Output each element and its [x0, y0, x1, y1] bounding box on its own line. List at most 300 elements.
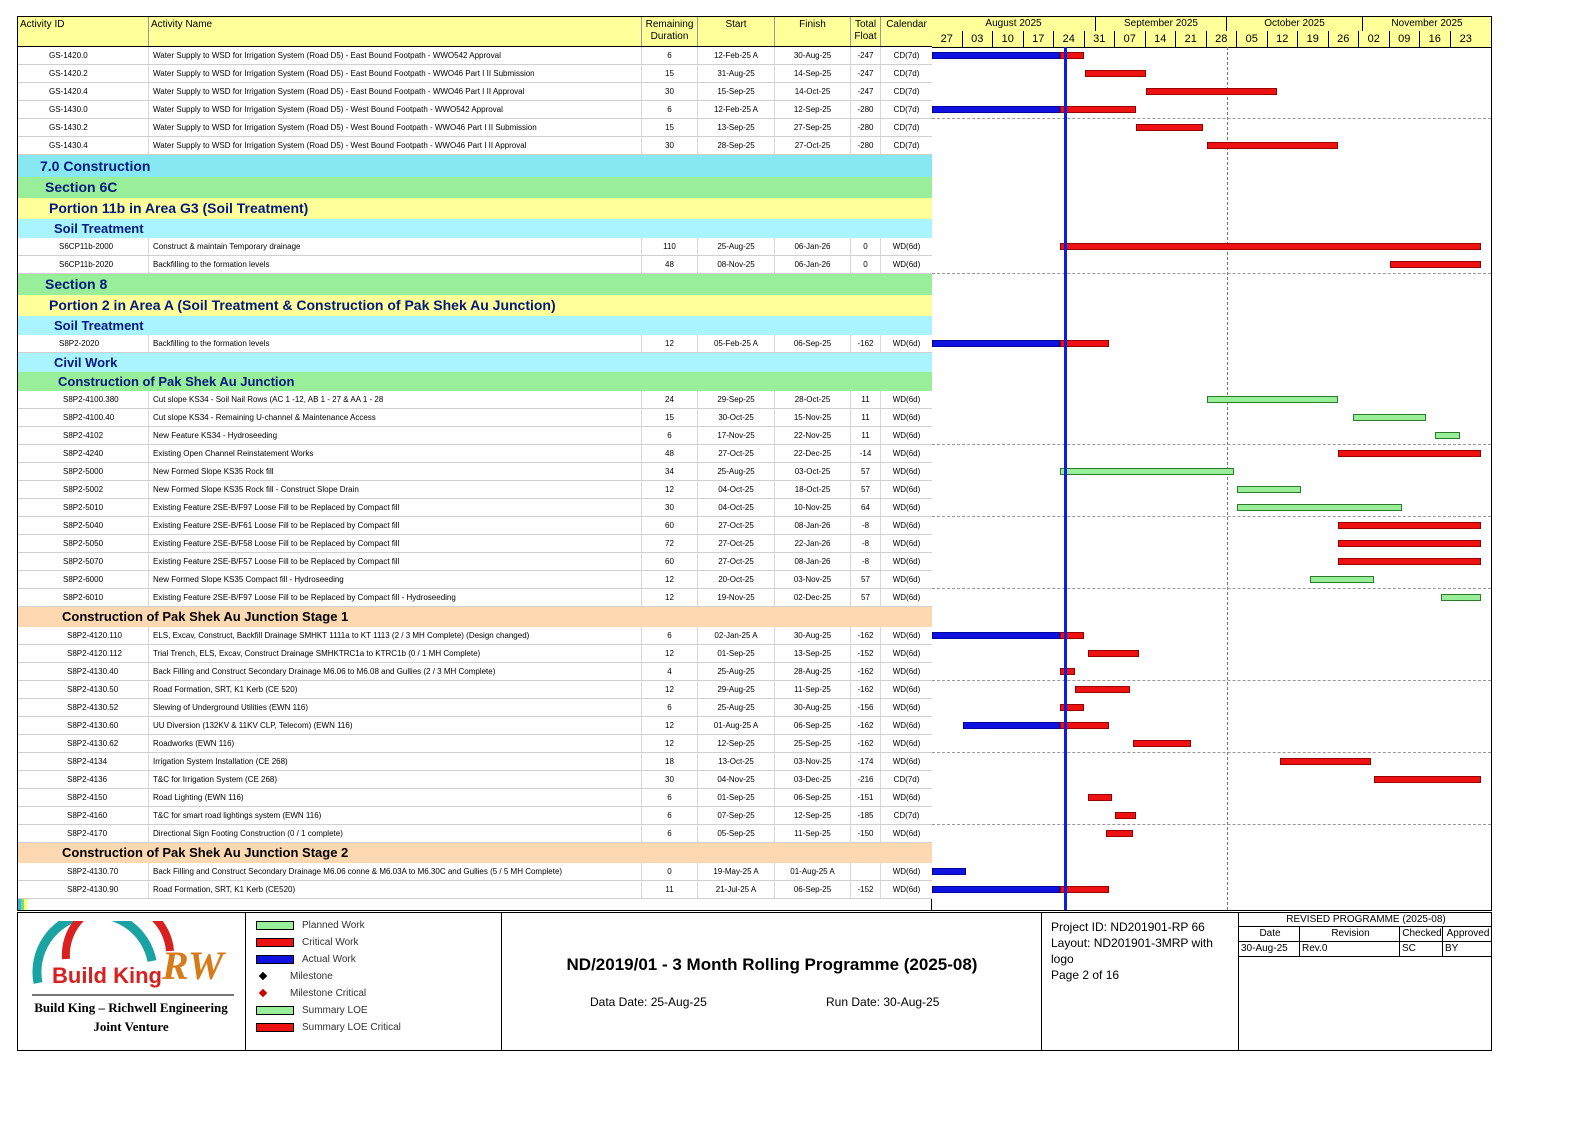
finish-date: 08-Jan-26: [775, 553, 851, 570]
critical-work-bar[interactable]: [1374, 776, 1481, 783]
legend-item: [256, 919, 365, 933]
start-date: 05-Feb-25 A: [698, 335, 775, 352]
layout-name: Layout: ND201901-3MRP with logo: [1051, 936, 1213, 966]
revision-block: [1239, 913, 1491, 1050]
table-row[interactable]: [18, 137, 932, 155]
start-date: 19-Nov-25: [698, 589, 775, 606]
activity-name: Existing Feature 2SE-B/F58 Loose Fill to be Replaced by Compact fill: [149, 535, 642, 552]
revision-date: 30-Aug-25: [1239, 942, 1300, 957]
revision-number: Rev.0: [1300, 942, 1400, 957]
col-total-float[interactable]: Total Float: [851, 17, 881, 46]
remaining-duration: 6: [642, 427, 698, 444]
total-float: -14: [851, 445, 881, 462]
start-date: 28-Sep-25: [698, 137, 775, 154]
start-date: 07-Sep-25: [698, 807, 775, 824]
activity-name: Existing Feature 2SE-B/F97 Loose Fill to be Replaced by Compact fill - Hydroseeding: [149, 589, 642, 606]
total-float: -216: [851, 771, 881, 788]
finish-date: 13-Sep-25: [775, 645, 851, 662]
week-label: 07: [1115, 31, 1146, 47]
week-label: 27: [932, 31, 963, 47]
remaining-duration: 12: [642, 735, 698, 752]
total-float: -162: [851, 681, 881, 698]
finish-date: 06-Sep-25: [775, 335, 851, 352]
company-line-1: Build King – Richwell Engineering: [34, 1000, 228, 1015]
wbs-band[interactable]: Section 8: [18, 274, 932, 295]
remaining-duration: 6: [642, 699, 698, 716]
critical-work-bar[interactable]: [1060, 886, 1109, 893]
legend-label: Planned Work: [302, 920, 365, 931]
legend-swatch-icon: [256, 1023, 294, 1032]
remaining-duration: 15: [642, 409, 698, 426]
critical-work-bar[interactable]: [1338, 450, 1481, 457]
calendar: CD(7d): [893, 141, 920, 150]
critical-work-bar[interactable]: [1088, 794, 1112, 801]
critical-work-bar[interactable]: [1060, 106, 1136, 113]
wbs-band[interactable]: Portion 11b in Area G3 (Soil Treatment): [18, 198, 932, 219]
activity-name: Water Supply to WSD for Irrigation System (Road D5) - East Bound Footpath - WWO542 Approval: [149, 47, 642, 64]
table-row[interactable]: [18, 427, 932, 445]
actual-work-bar[interactable]: [932, 106, 1060, 113]
critical-work-bar[interactable]: [1146, 88, 1277, 95]
revision-col-checked: Checked: [1400, 927, 1443, 942]
start-date: 12-Feb-25 A: [698, 101, 775, 118]
calendar: WD(6d): [892, 557, 921, 566]
legend-label: Milestone Critical: [290, 988, 367, 999]
finish-date: 11-Sep-25: [775, 681, 851, 698]
finish-date: 10-Nov-25: [775, 499, 851, 516]
critical-work-bar[interactable]: [1060, 243, 1481, 250]
total-float: -162: [851, 627, 881, 644]
calendar: WD(6d): [892, 339, 921, 348]
critical-work-bar[interactable]: [1106, 830, 1133, 837]
actual-work-bar[interactable]: [932, 632, 1060, 639]
total-float: -152: [851, 645, 881, 662]
table-row[interactable]: [18, 699, 932, 717]
activity-id: S8P2-4240: [18, 445, 149, 462]
critical-work-bar[interactable]: [1075, 686, 1130, 693]
critical-work-bar[interactable]: [1207, 142, 1338, 149]
activity-name: Existing Feature 2SE-B/F61 Loose Fill to be Replaced by Compact fill: [149, 517, 642, 534]
critical-work-bar[interactable]: [1280, 758, 1372, 765]
remaining-duration: 15: [642, 65, 698, 82]
remaining-duration: 12: [642, 571, 698, 588]
col-finish[interactable]: Finish: [775, 17, 851, 46]
table-row[interactable]: [18, 409, 932, 427]
company-logo: [20, 921, 246, 1001]
activity-id: S8P2-4102: [18, 427, 149, 444]
activity-name: Water Supply to WSD for Irrigation System (Road D5) - West Bound Footpath - WWO46 Part I II Submission: [149, 119, 642, 136]
activity-name: T&C for smart road lightings system (EWN 116): [149, 807, 642, 824]
calendar: WD(6d): [892, 631, 921, 640]
start-date: 01-Sep-25: [698, 645, 775, 662]
table-row[interactable]: [18, 238, 932, 256]
month-label: October 2025: [1227, 17, 1363, 31]
table-row[interactable]: [18, 825, 932, 843]
finish-date: 12-Sep-25: [775, 101, 851, 118]
table-row[interactable]: [18, 83, 932, 101]
activity-id: S8P2-4120.112: [18, 645, 149, 662]
calendar: WD(6d): [892, 793, 921, 802]
activity-id: S8P2-4136: [18, 771, 149, 788]
activity-name: Backfilling to the formation levels: [149, 256, 642, 273]
week-label: 24: [1054, 31, 1085, 47]
remaining-duration: 15: [642, 119, 698, 136]
remaining-duration: 6: [642, 101, 698, 118]
week-label: 14: [1146, 31, 1177, 47]
activity-name: Directional Sign Footing Construction (0 / 1 complete): [149, 825, 642, 842]
actual-work-bar[interactable]: [932, 340, 1060, 347]
remaining-duration: 48: [642, 256, 698, 273]
table-row[interactable]: [18, 681, 932, 699]
total-float: -162: [851, 735, 881, 752]
revision-header: REVISED PROGRAMME (2025-08): [1239, 913, 1491, 927]
activity-name: Road Formation, SRT, K1 Kerb (CE 520): [149, 681, 642, 698]
total-float: 57: [851, 589, 881, 606]
finish-date: 25-Sep-25: [775, 735, 851, 752]
activity-name: New Feature KS34 - Hydroseeding: [149, 427, 642, 444]
planned-work-bar[interactable]: [1237, 504, 1402, 511]
finish-date: 18-Oct-25: [775, 481, 851, 498]
table-row[interactable]: [18, 463, 932, 481]
calendar: WD(6d): [892, 413, 921, 422]
revision-col-approved: Approved: [1443, 927, 1491, 942]
finish-date: 06-Sep-25: [775, 881, 851, 898]
calendar: WD(6d): [892, 539, 921, 548]
activity-id: S6CP11b-2020: [18, 256, 149, 273]
month-label: November 2025: [1391, 18, 1463, 29]
activity-id: S8P2-4170: [18, 825, 149, 842]
activity-id: S8P2-5040: [18, 517, 149, 534]
total-float: [851, 863, 881, 880]
wbs-band[interactable]: Section 6C: [18, 177, 932, 198]
wbs-band[interactable]: Portion 2 in Area A (Soil Treatment & Construction of Pak Shek Au Junction): [18, 295, 932, 316]
table-row[interactable]: [18, 101, 932, 119]
table-row[interactable]: [18, 735, 932, 753]
start-date: 27-Oct-25: [698, 553, 775, 570]
table-row[interactable]: [18, 789, 932, 807]
total-float: 57: [851, 571, 881, 588]
finish-date: 03-Nov-25: [775, 753, 851, 770]
calendar: WD(6d): [892, 467, 921, 476]
actual-work-bar[interactable]: [932, 886, 1060, 893]
week-label: 03: [963, 31, 994, 47]
start-date: 12-Sep-25: [698, 735, 775, 752]
table-row[interactable]: [18, 771, 932, 789]
legend-label: Summary LOE: [302, 1005, 368, 1016]
data-date-line: [1064, 47, 1067, 910]
finish-date: 03-Nov-25: [775, 571, 851, 588]
critical-work-bar[interactable]: [1060, 722, 1109, 729]
activity-id: S8P2-4100.40: [18, 409, 149, 426]
week-label: 09: [1390, 31, 1421, 47]
gantt-row-separator: [932, 516, 1491, 517]
critical-work-bar[interactable]: [1085, 70, 1146, 77]
table-row[interactable]: [18, 645, 932, 663]
start-date: 13-Oct-25: [698, 753, 775, 770]
finish-date: 15-Nov-25: [775, 409, 851, 426]
remaining-duration: 0: [642, 863, 698, 880]
calendar: WD(6d): [892, 739, 921, 748]
wbs-band[interactable]: Civil Work: [18, 353, 932, 372]
legend-item: [256, 987, 366, 1001]
remaining-duration: 34: [642, 463, 698, 480]
table-row[interactable]: [18, 391, 932, 409]
critical-work-bar[interactable]: [1088, 650, 1140, 657]
finish-date: 12-Sep-25: [775, 807, 851, 824]
actual-work-bar[interactable]: [932, 868, 966, 875]
calendar: CD(7d): [893, 775, 920, 784]
table-header: [18, 17, 932, 47]
start-date: 08-Nov-25: [698, 256, 775, 273]
col-start[interactable]: Start: [698, 17, 775, 46]
activity-id: GS-1430.2: [18, 119, 149, 136]
legend-swatch-icon: [256, 1006, 294, 1015]
revision-checked: SC: [1400, 942, 1443, 957]
table-row[interactable]: [18, 881, 932, 899]
table-row[interactable]: [18, 47, 932, 65]
wbs-band[interactable]: Soil Treatment: [18, 219, 932, 238]
activity-id: S8P2-5000: [18, 463, 149, 480]
activity-id: GS-1430.4: [18, 137, 149, 154]
wbs-band[interactable]: 7.0 Construction: [18, 155, 932, 177]
finish-date: 14-Sep-25: [775, 65, 851, 82]
planned-work-bar[interactable]: [1237, 486, 1301, 493]
week-label: 02: [1359, 31, 1390, 47]
col-remaining-duration[interactable]: Remaining Duration: [642, 17, 698, 46]
start-date: 29-Aug-25: [698, 681, 775, 698]
legend-swatch-icon: [256, 938, 294, 947]
remaining-duration: 60: [642, 553, 698, 570]
start-date: 05-Sep-25: [698, 825, 775, 842]
planned-work-bar[interactable]: [1353, 414, 1426, 421]
activity-id: S8P2-5002: [18, 481, 149, 498]
total-float: 57: [851, 463, 881, 480]
actual-work-bar[interactable]: [932, 52, 1060, 59]
finish-date: 03-Oct-25: [775, 463, 851, 480]
start-date: 30-Oct-25: [698, 409, 775, 426]
planned-work-bar[interactable]: [1310, 576, 1374, 583]
critical-work-bar[interactable]: [1338, 522, 1481, 529]
table-row[interactable]: [18, 499, 932, 517]
total-float: -174: [851, 753, 881, 770]
activity-id: S8P2-4134: [18, 753, 149, 770]
planned-work-bar[interactable]: [1060, 468, 1234, 475]
remaining-duration: 6: [642, 825, 698, 842]
total-float: -8: [851, 517, 881, 534]
calendar: WD(6d): [892, 685, 921, 694]
table-row[interactable]: [18, 663, 932, 681]
activity-id: GS-1420.0: [18, 47, 149, 64]
activity-id: S8P2-6000: [18, 571, 149, 588]
logo-rw-text: RW: [162, 943, 224, 988]
week-label: 23: [1459, 33, 1472, 45]
critical-work-bar[interactable]: [1338, 558, 1481, 565]
planned-work-bar[interactable]: [1207, 396, 1338, 403]
activity-table: [18, 17, 932, 910]
calendar: WD(6d): [892, 431, 921, 440]
activity-id: S8P2-4150: [18, 789, 149, 806]
remaining-duration: 110: [642, 238, 698, 255]
remaining-duration: 48: [642, 445, 698, 462]
gantt-row-separator: [932, 824, 1491, 825]
milestone-diamond-icon: [259, 972, 267, 980]
remaining-duration: 6: [642, 627, 698, 644]
start-date: 31-Aug-25: [698, 65, 775, 82]
finish-date: 06-Sep-25: [775, 717, 851, 734]
total-float: -247: [851, 65, 881, 82]
table-row[interactable]: [18, 335, 932, 353]
critical-work-bar[interactable]: [1115, 812, 1136, 819]
calendar: WD(6d): [892, 667, 921, 676]
legend-item: [256, 936, 358, 950]
wbs-band[interactable]: Construction of Pak Shek Au Junction Stage 1: [18, 607, 932, 627]
total-float: -150: [851, 825, 881, 842]
table-row[interactable]: [18, 517, 932, 535]
logo-section: [18, 913, 246, 1050]
activity-name: Cut slope KS34 - Remaining U-channel & Maintenance Access: [149, 409, 642, 426]
remaining-duration: 6: [642, 47, 698, 64]
week-label: 28: [1207, 31, 1238, 47]
gantt-chart: [932, 17, 1491, 910]
start-date: 25-Aug-25: [698, 663, 775, 680]
critical-work-bar[interactable]: [1133, 740, 1191, 747]
table-row[interactable]: [18, 481, 932, 499]
remaining-duration: 12: [642, 645, 698, 662]
calendar: WD(6d): [892, 575, 921, 584]
planned-work-bar[interactable]: [1435, 432, 1459, 439]
total-float: 11: [851, 427, 881, 444]
start-date: 27-Oct-25: [698, 445, 775, 462]
wbs-band[interactable]: Construction of Pak Shek Au Junction: [18, 372, 932, 391]
activity-id: S8P2-4130.50: [18, 681, 149, 698]
wbs-band[interactable]: Construction of Pak Shek Au Junction Stage 2: [18, 843, 932, 863]
data-date: Data Date: 25-Aug-25: [590, 995, 707, 1009]
critical-work-bar[interactable]: [1136, 124, 1203, 131]
legend-swatch-icon: [256, 955, 294, 964]
remaining-duration: 6: [642, 789, 698, 806]
table-row[interactable]: [18, 535, 932, 553]
activity-name: Cut slope KS34 - Soil Nail Rows (AC 1 -12, AB 1 - 27 & AA 1 - 28: [149, 391, 642, 408]
table-row[interactable]: [18, 445, 932, 463]
total-float: -162: [851, 335, 881, 352]
calendar: WD(6d): [892, 829, 921, 838]
col-activity-id[interactable]: Activity ID: [18, 17, 149, 46]
company-line-2: Joint Venture: [93, 1019, 169, 1034]
col-calendar[interactable]: Calendar: [886, 19, 927, 30]
calendar: WD(6d): [892, 395, 921, 404]
week-label: 17: [1024, 31, 1055, 47]
calendar: WD(6d): [892, 885, 921, 894]
start-date: 02-Jan-25 A: [698, 627, 775, 644]
activity-name: Back Filling and Construct Secondary Drainage M6.06 conne & M6.03A to M6.30C and Gullies (5 / 5 MH Complete): [149, 863, 642, 880]
calendar: CD(7d): [893, 87, 920, 96]
activity-id: S8P2-5070: [18, 553, 149, 570]
legend-item: [256, 1021, 401, 1035]
activity-id: S8P2-4130.90: [18, 881, 149, 898]
legend-label: Summary LOE Critical: [302, 1022, 401, 1033]
remaining-duration: 30: [642, 771, 698, 788]
remaining-duration: 24: [642, 391, 698, 408]
table-row[interactable]: [18, 119, 932, 137]
actual-work-bar[interactable]: [963, 722, 1061, 729]
calendar: WD(6d): [892, 521, 921, 530]
col-activity-name[interactable]: Activity Name: [149, 17, 642, 46]
activity-id: S8P2-4130.52: [18, 699, 149, 716]
table-row[interactable]: [18, 753, 932, 771]
critical-work-bar[interactable]: [1338, 540, 1481, 547]
calendar: CD(7d): [893, 69, 920, 78]
table-row[interactable]: [18, 256, 932, 274]
total-float: -280: [851, 137, 881, 154]
calendar: CD(7d): [893, 123, 920, 132]
start-date: 04-Oct-25: [698, 499, 775, 516]
activity-name: Roadworks (EWN 116): [149, 735, 642, 752]
remaining-duration: 11: [642, 881, 698, 898]
table-row[interactable]: [18, 627, 932, 645]
finish-date: 28-Aug-25: [775, 663, 851, 680]
remaining-duration: 18: [642, 753, 698, 770]
critical-work-bar[interactable]: [1390, 261, 1482, 268]
start-date: 25-Aug-25: [698, 238, 775, 255]
title-block: [17, 912, 1492, 1051]
activity-id: S8P2-2020: [18, 335, 149, 352]
calendar: WD(6d): [892, 757, 921, 766]
remaining-duration: 12: [642, 717, 698, 734]
activity-name: New Formed Slope KS35 Rock fill - Construct Slope Drain: [149, 481, 642, 498]
activity-id: S8P2-5010: [18, 499, 149, 516]
planned-work-bar[interactable]: [1441, 594, 1481, 601]
total-float: -151: [851, 789, 881, 806]
critical-work-bar[interactable]: [1060, 668, 1075, 675]
activity-id: S8P2-4130.60: [18, 717, 149, 734]
week-label: 05: [1237, 31, 1268, 47]
wbs-band[interactable]: Soil Treatment: [18, 316, 932, 335]
total-float: -247: [851, 83, 881, 100]
finish-date: 22-Nov-25: [775, 427, 851, 444]
table-row[interactable]: [18, 65, 932, 83]
table-row[interactable]: [18, 553, 932, 571]
calendar: WD(6d): [892, 503, 921, 512]
activity-name: Road Formation, SRT, K1 Kerb (CE520): [149, 881, 642, 898]
start-date: 17-Nov-25: [698, 427, 775, 444]
gantt-row-separator: [932, 444, 1491, 445]
legend: [246, 913, 502, 1050]
total-float: 11: [851, 391, 881, 408]
calendar: CD(7d): [893, 811, 920, 820]
total-float: 11: [851, 409, 881, 426]
finish-date: 06-Sep-25: [775, 789, 851, 806]
activity-name: Irrigation System Installation (CE 268): [149, 753, 642, 770]
remaining-duration: 30: [642, 137, 698, 154]
activity-name: Backfilling to the formation levels: [149, 335, 642, 352]
critical-work-bar[interactable]: [1060, 340, 1109, 347]
calendar: WD(6d): [892, 649, 921, 658]
table-row[interactable]: [18, 589, 932, 607]
table-row[interactable]: [18, 571, 932, 589]
table-row[interactable]: [18, 863, 932, 881]
activity-name: Existing Feature 2SE-B/F57 Loose Fill to be Replaced by Compact fill: [149, 553, 642, 570]
revision-col-date: Date: [1239, 927, 1300, 942]
calendar: WD(6d): [892, 449, 921, 458]
table-row[interactable]: [18, 807, 932, 825]
week-label: 19: [1298, 31, 1329, 47]
start-date: 15-Sep-25: [698, 83, 775, 100]
calendar: WD(6d): [892, 703, 921, 712]
table-row[interactable]: [18, 717, 932, 735]
total-float: 0: [851, 238, 881, 255]
activity-id: S8P2-4130.40: [18, 663, 149, 680]
remaining-duration: 60: [642, 517, 698, 534]
